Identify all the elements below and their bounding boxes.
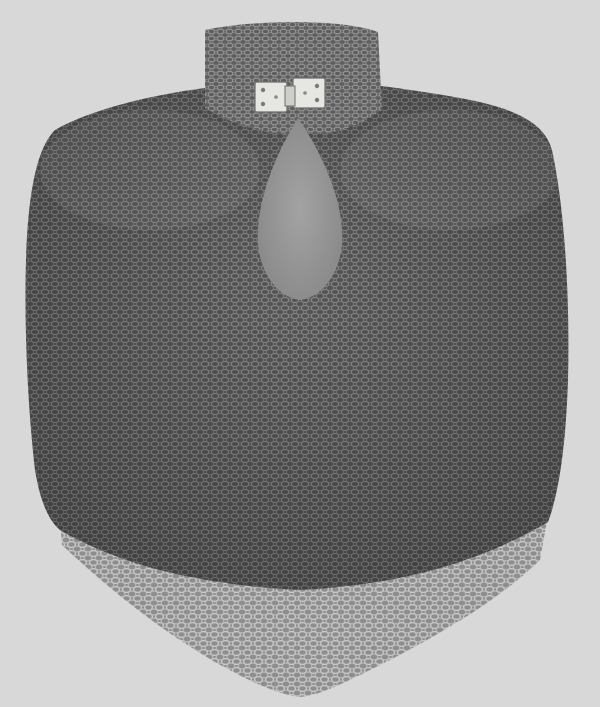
left-shoulder-highlight [40, 110, 260, 230]
right-shoulder-highlight [340, 110, 560, 230]
